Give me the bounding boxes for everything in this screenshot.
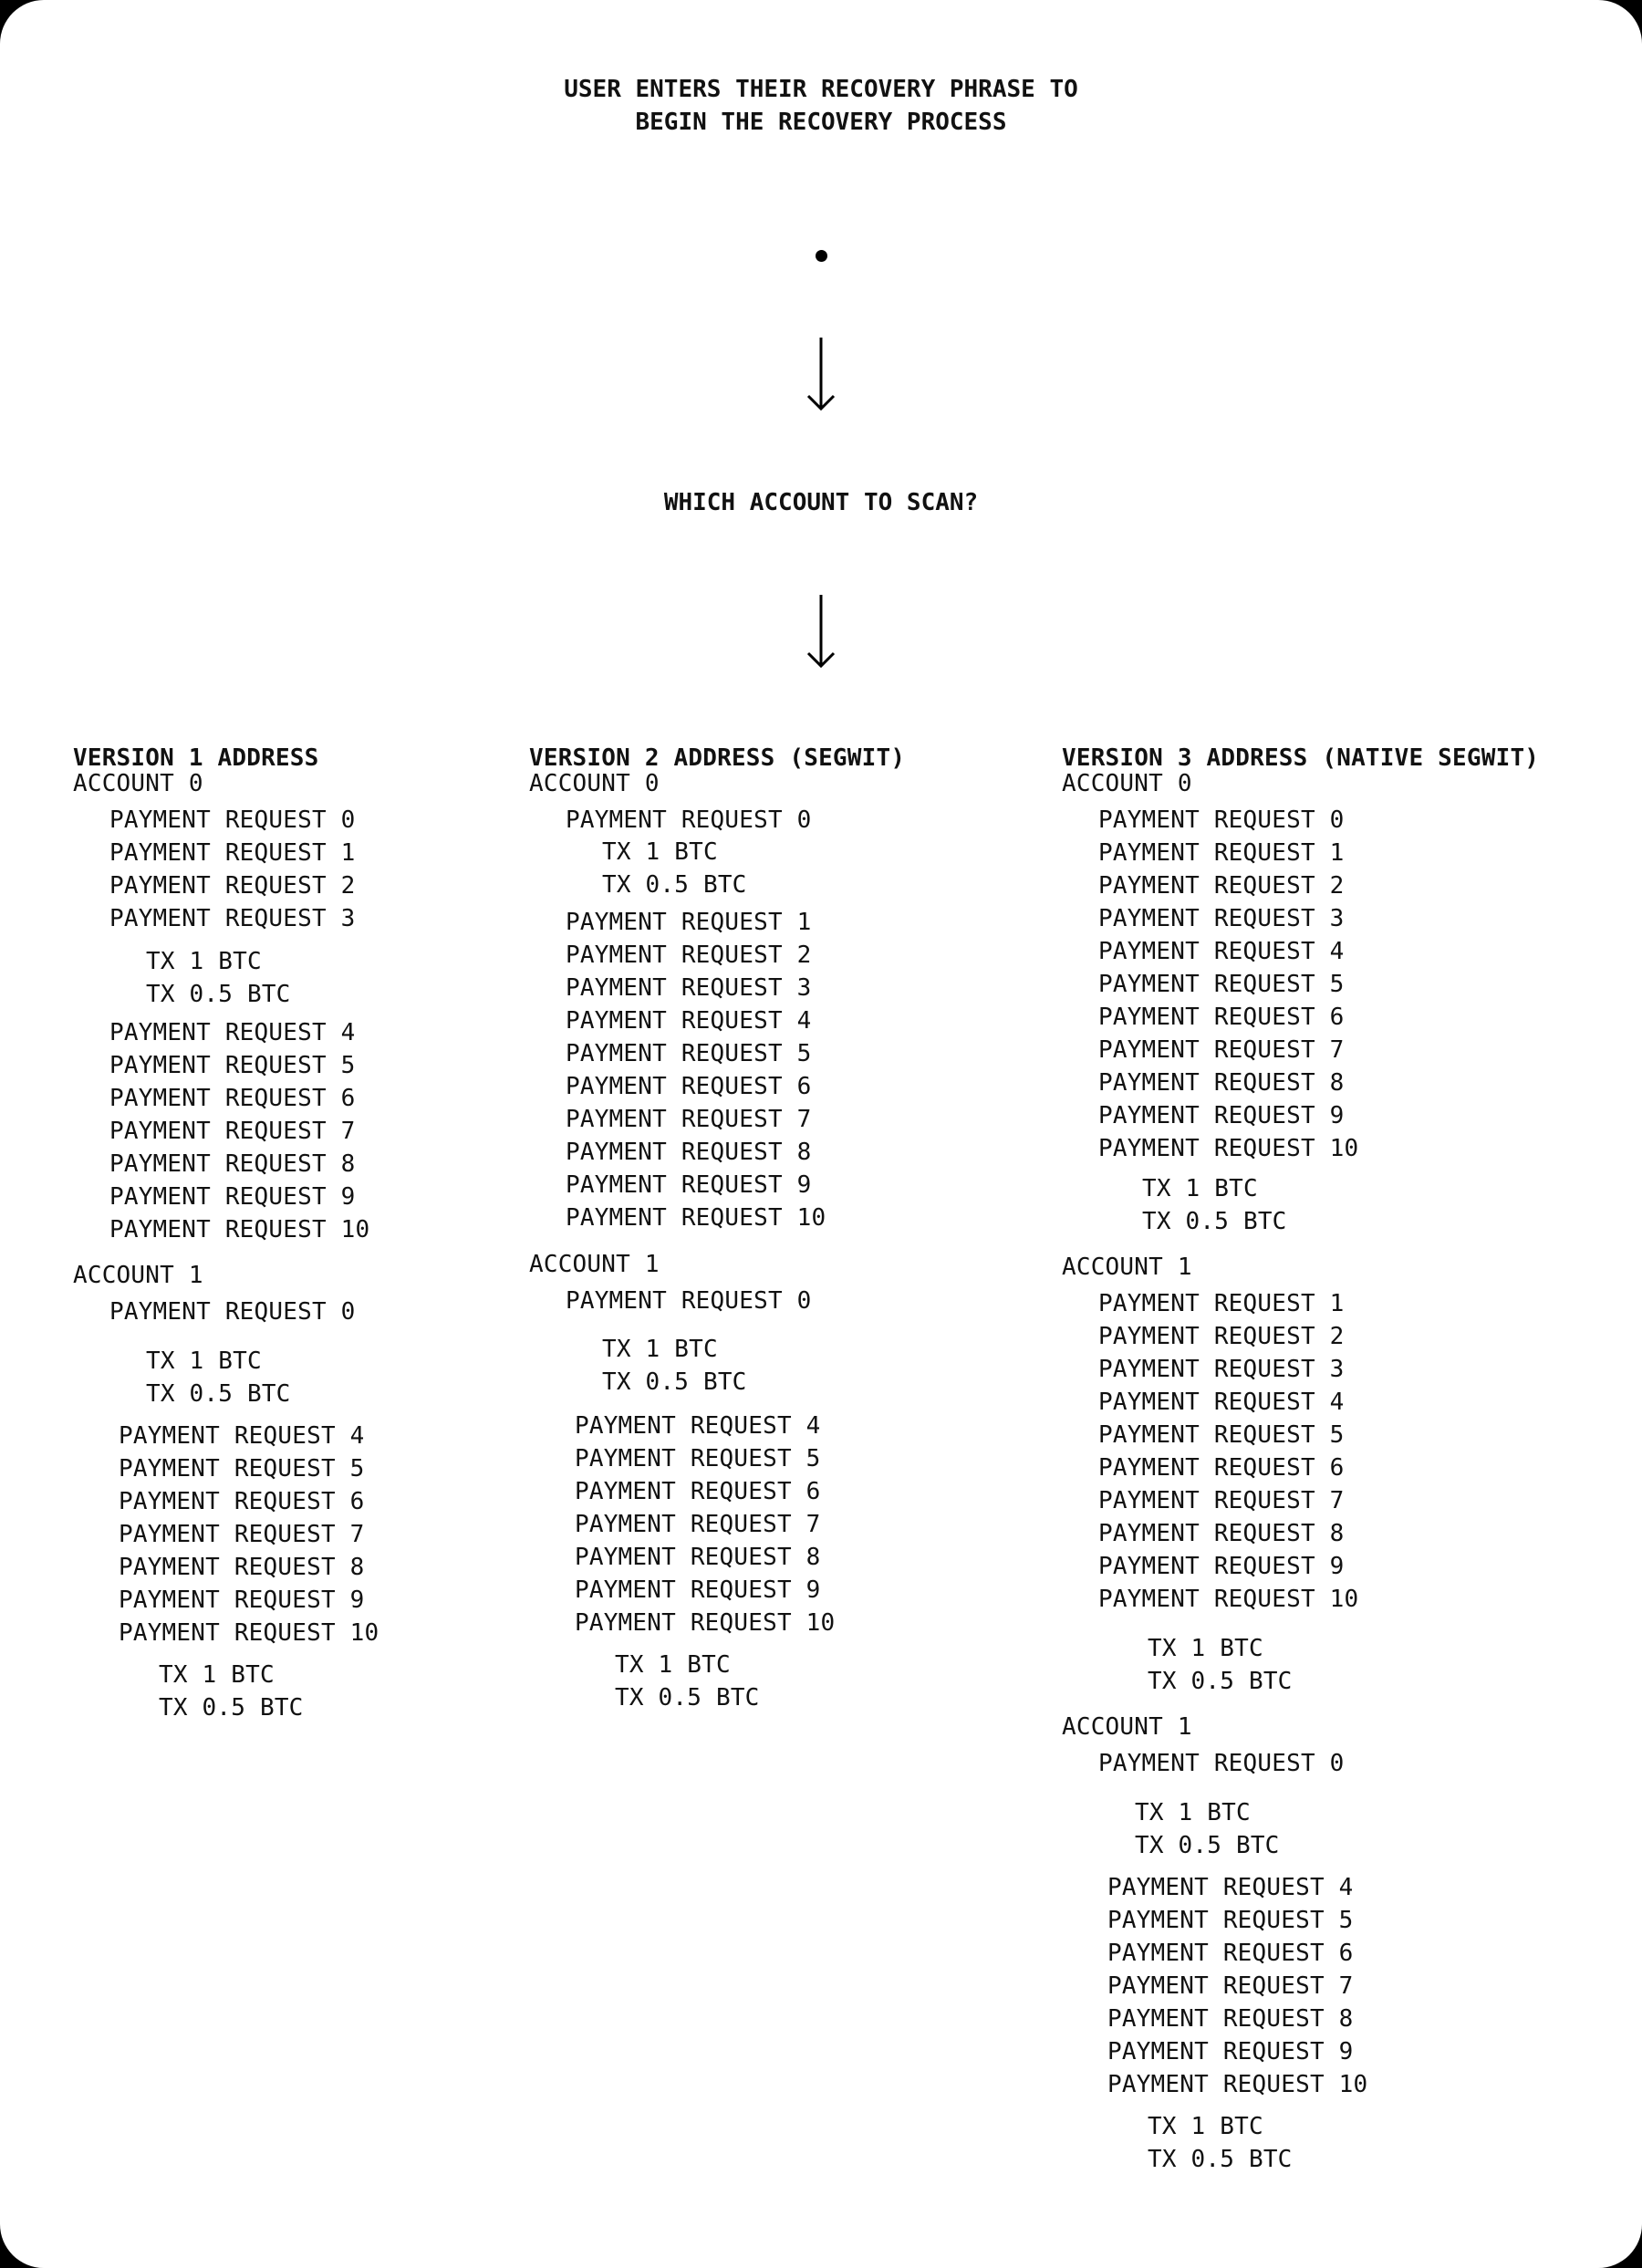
payment-request-label: PAYMENT REQUEST 5 [566,1040,812,1067]
payment-request-label: PAYMENT REQUEST 10 [1098,1586,1359,1613]
payment-request-label: PAYMENT REQUEST 9 [1098,1553,1345,1580]
payment-request-label: PAYMENT REQUEST 5 [1107,1907,1354,1934]
payment-request-label: PAYMENT REQUEST 3 [566,974,812,1002]
account-label: ACCOUNT 1 [1062,1713,1192,1741]
payment-request-label: PAYMENT REQUEST 1 [109,839,356,867]
transaction-label: TX 1 BTC [602,1336,718,1363]
payment-request-label: PAYMENT REQUEST 0 [109,806,356,834]
payment-request-label: PAYMENT REQUEST 4 [1107,1874,1354,1901]
payment-request-label: PAYMENT REQUEST 2 [1098,872,1345,900]
transaction-label: TX 0.5 BTC [1148,1668,1293,1695]
payment-request-label: PAYMENT REQUEST 8 [119,1554,365,1581]
payment-request-label: PAYMENT REQUEST 5 [119,1455,365,1483]
payment-request-label: PAYMENT REQUEST 5 [109,1052,356,1079]
payment-request-label: PAYMENT REQUEST 7 [575,1511,821,1538]
payment-request-label: PAYMENT REQUEST 0 [566,806,812,834]
payment-request-label: PAYMENT REQUEST 3 [109,905,356,932]
payment-request-label: PAYMENT REQUEST 8 [1098,1520,1345,1547]
payment-request-label: PAYMENT REQUEST 6 [1098,1004,1345,1031]
transaction-label: TX 0.5 BTC [1142,1208,1287,1235]
payment-request-label: PAYMENT REQUEST 7 [119,1521,365,1548]
account-label: ACCOUNT 0 [529,770,660,797]
column-header-version-3: VERSION 3 ADDRESS (NATIVE SEGWIT) [1062,744,1540,772]
payment-request-label: PAYMENT REQUEST 1 [1098,1290,1345,1317]
payment-request-label: PAYMENT REQUEST 0 [1098,1750,1345,1777]
payment-request-label: PAYMENT REQUEST 7 [1098,1487,1345,1514]
payment-request-label: PAYMENT REQUEST 6 [566,1073,812,1100]
payment-request-label: PAYMENT REQUEST 6 [119,1488,365,1515]
payment-request-label: PAYMENT REQUEST 0 [1098,806,1345,834]
transaction-label: TX 1 BTC [1142,1175,1258,1202]
payment-request-label: PAYMENT REQUEST 4 [109,1019,356,1046]
payment-request-label: PAYMENT REQUEST 4 [119,1422,365,1450]
transaction-label: TX 1 BTC [159,1661,275,1689]
payment-request-label: PAYMENT REQUEST 0 [109,1298,356,1326]
payment-request-label: PAYMENT REQUEST 3 [1098,905,1345,932]
transaction-label: TX 0.5 BTC [615,1684,760,1711]
payment-request-label: PAYMENT REQUEST 4 [1098,1389,1345,1416]
payment-request-label: PAYMENT REQUEST 10 [575,1609,836,1637]
payment-request-label: PAYMENT REQUEST 8 [566,1139,812,1166]
column-header-version-1: VERSION 1 ADDRESS [73,744,319,772]
start-node-label: USER ENTERS THEIR RECOVERY PHRASE TO BEGIN THE RECOVERY PROCESS [564,76,1078,136]
payment-request-label: PAYMENT REQUEST 6 [109,1085,356,1112]
transaction-label: TX 1 BTC [1148,1635,1263,1662]
transaction-label: TX 0.5 BTC [159,1694,304,1722]
payment-request-label: PAYMENT REQUEST 8 [109,1150,356,1178]
payment-request-label: PAYMENT REQUEST 2 [1098,1323,1345,1350]
payment-request-label: PAYMENT REQUEST 4 [1098,938,1345,965]
payment-request-label: PAYMENT REQUEST 5 [1098,1421,1345,1449]
transaction-label: TX 1 BTC [146,1347,262,1375]
transaction-label: TX 1 BTC [1135,1799,1251,1826]
account-label: ACCOUNT 1 [73,1262,203,1289]
transaction-label: TX 0.5 BTC [1135,1832,1280,1859]
transaction-label: TX 0.5 BTC [602,1368,747,1396]
account-label: ACCOUNT 1 [529,1251,660,1278]
filled-dot-icon [816,250,827,262]
transaction-label: TX 0.5 BTC [146,981,291,1008]
payment-request-label: PAYMENT REQUEST 10 [1098,1135,1359,1162]
payment-request-label: PAYMENT REQUEST 6 [1107,1940,1354,1967]
payment-request-label: PAYMENT REQUEST 0 [566,1287,812,1315]
payment-request-label: PAYMENT REQUEST 9 [575,1576,821,1604]
payment-request-label: PAYMENT REQUEST 9 [1107,2038,1354,2065]
payment-request-label: PAYMENT REQUEST 1 [566,909,812,936]
payment-request-label: PAYMENT REQUEST 10 [566,1204,826,1232]
transaction-label: TX 0.5 BTC [1148,2146,1293,2173]
payment-request-label: PAYMENT REQUEST 7 [109,1118,356,1145]
account-label: ACCOUNT 0 [73,770,203,797]
payment-request-label: PAYMENT REQUEST 9 [1098,1102,1345,1129]
transaction-label: TX 1 BTC [602,838,718,866]
payment-request-label: PAYMENT REQUEST 4 [575,1412,821,1440]
payment-request-label: PAYMENT REQUEST 5 [575,1445,821,1472]
question-node-label: WHICH ACCOUNT TO SCAN? [663,489,979,516]
payment-request-label: PAYMENT REQUEST 2 [109,872,356,900]
payment-request-label: PAYMENT REQUEST 8 [1107,2005,1354,2033]
payment-request-label: PAYMENT REQUEST 8 [575,1544,821,1571]
payment-request-label: PAYMENT REQUEST 10 [1107,2071,1368,2098]
payment-request-label: PAYMENT REQUEST 9 [109,1183,356,1211]
down-arrow-icon [799,593,843,670]
payment-request-label: PAYMENT REQUEST 10 [109,1216,370,1243]
transaction-label: TX 1 BTC [615,1651,731,1679]
payment-request-label: PAYMENT REQUEST 3 [1098,1356,1345,1383]
column-header-version-2: VERSION 2 ADDRESS (SEGWIT) [529,744,906,772]
account-label: ACCOUNT 0 [1062,770,1192,797]
payment-request-label: PAYMENT REQUEST 4 [566,1007,812,1035]
payment-request-label: PAYMENT REQUEST 2 [566,942,812,969]
payment-request-label: PAYMENT REQUEST 7 [1098,1036,1345,1064]
payment-request-label: PAYMENT REQUEST 9 [566,1171,812,1199]
payment-request-label: PAYMENT REQUEST 9 [119,1587,365,1614]
transaction-label: TX 0.5 BTC [146,1380,291,1408]
down-arrow-icon [799,336,843,412]
transaction-label: TX 1 BTC [1148,2113,1263,2140]
payment-request-label: PAYMENT REQUEST 5 [1098,971,1345,998]
transaction-label: TX 1 BTC [146,948,262,975]
payment-request-label: PAYMENT REQUEST 7 [1107,1972,1354,2000]
transaction-label: TX 0.5 BTC [602,871,747,899]
payment-request-label: PAYMENT REQUEST 10 [119,1619,379,1647]
payment-request-label: PAYMENT REQUEST 7 [566,1106,812,1133]
payment-request-label: PAYMENT REQUEST 6 [575,1478,821,1505]
account-label: ACCOUNT 1 [1062,1254,1192,1281]
payment-request-label: PAYMENT REQUEST 6 [1098,1454,1345,1482]
payment-request-label: PAYMENT REQUEST 8 [1098,1069,1345,1097]
payment-request-label: PAYMENT REQUEST 1 [1098,839,1345,867]
